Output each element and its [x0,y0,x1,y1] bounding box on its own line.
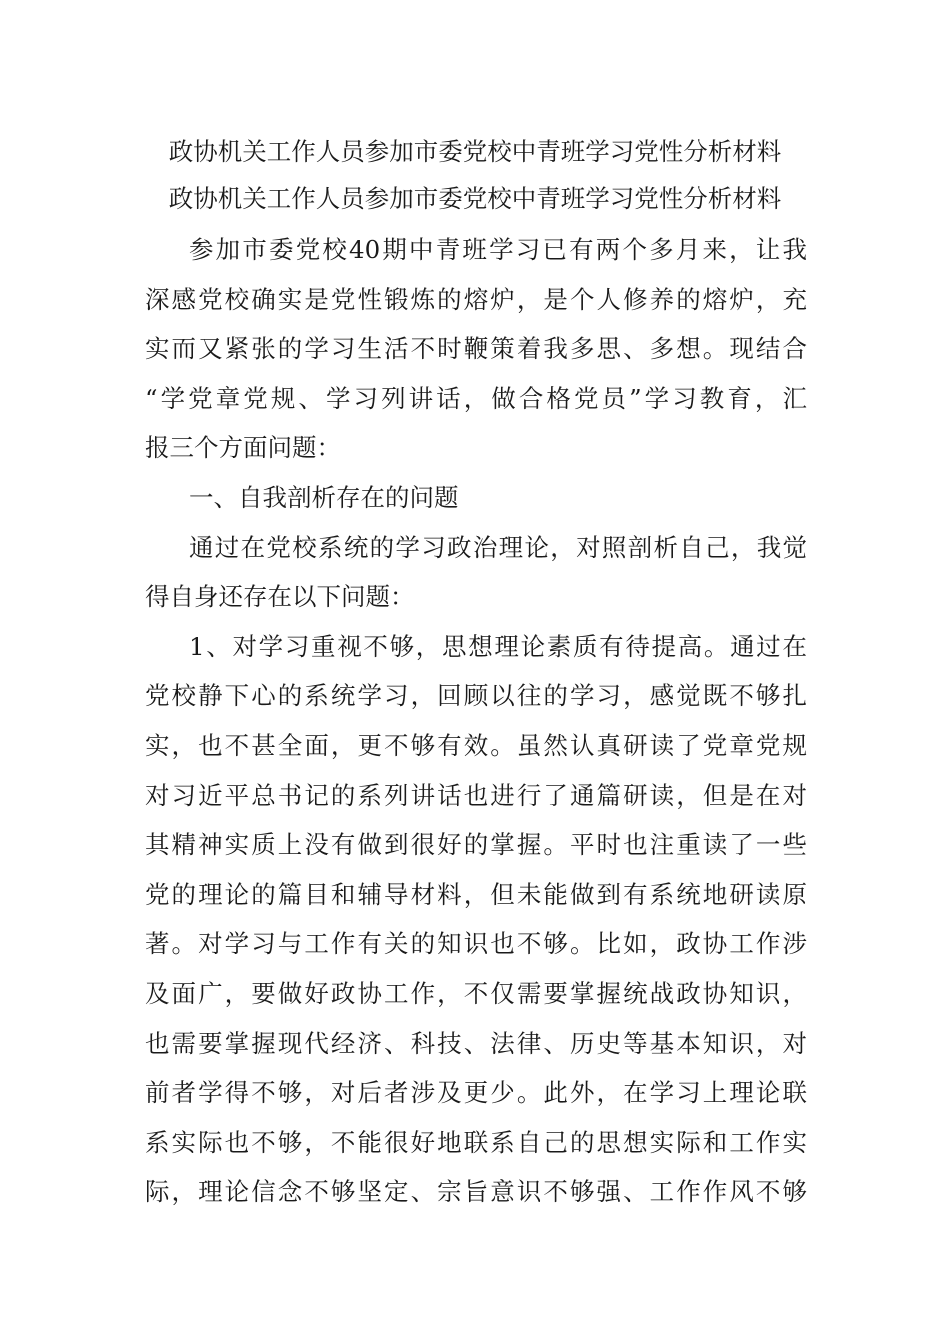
paragraph-line: 1、对学习重视不够，思想理论素质有待提高。通过在 [189,631,807,661]
paragraph-line: 对习近平总书记的系列讲话也进行了通篇研读，但是在对 [145,780,807,810]
paragraph-line: 际，理论信念不够坚定、宗旨意识不够强、工作作风不够 [145,1177,807,1207]
paragraph-line: 党的理论的篇目和辅导材料，但未能做到有系统地研读原 [145,879,807,909]
document-title-repeat: 政协机关工作人员参加市委党校中青班学习党性分析材料 [168,184,782,213]
paragraph-line: 著。对学习与工作有关的知识也不够。比如，政协工作涉 [145,929,807,959]
paragraph-line: 得自身还存在以下问题： [145,582,415,612]
paragraph-line: “学党章党规、学习列讲话，做合格党员”学习教育，汇 [145,383,807,413]
paragraph-line: 及面广，要做好政协工作，不仅需要掌握统战政协知识， [145,978,807,1008]
paragraph-line: 前者学得不够，对后者涉及更少。此外，在学习上理论联 [145,1078,807,1108]
document-body [145,232,807,1224]
paragraph-line: 参加市委党校40期中青班学习已有两个多月来，让我 [189,235,807,264]
section-heading: 一、自我剖析存在的问题 [189,482,459,512]
paragraph-line: 深感党校确实是党性锻炼的熔炉，是个人修养的熔炉，充 [145,284,807,314]
paragraph-line: 实而又紧张的学习生活不时鞭策着我多思、多想。现结合 [145,334,807,364]
paragraph-line: 实，也不甚全面，更不够有效。虽然认真研读了党章党规 [145,730,807,760]
paragraph-line: 也需要掌握现代经济、科技、法律、历史等基本知识，对 [145,1028,807,1058]
paragraph-line: 系实际也不够，不能很好地联系自己的思想实际和工作实 [145,1127,807,1157]
paragraph-line: 其精神实质上没有做到很好的掌握。平时也注重读了一些 [145,830,807,860]
document-title: 政协机关工作人员参加市委党校中青班学习党性分析材料 [168,137,782,166]
paragraph-line: 党校静下心的系统学习，回顾以往的学习，感觉既不够扎 [145,681,807,711]
paragraph-line: 通过在党校系统的学习政治理论，对照剖析自己，我觉 [189,532,807,562]
paragraph-line: 报三个方面问题： [145,433,341,463]
